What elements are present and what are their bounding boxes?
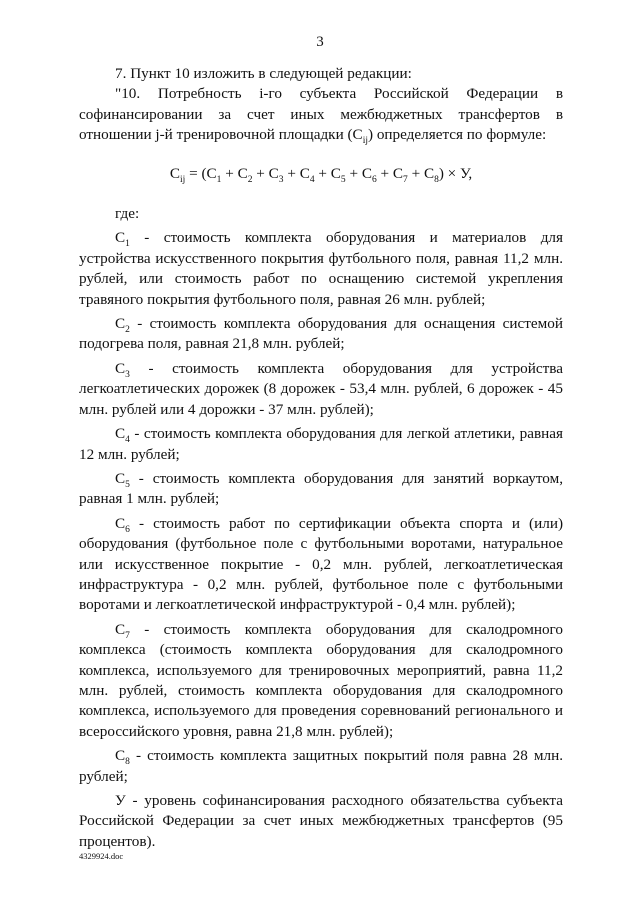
intro-symbol: C <box>352 126 363 144</box>
formula-term-sub: 8 <box>434 174 439 185</box>
definition-text: - стоимость комплекта защитных покрытий поля равна 28 млн. рублей; <box>79 747 563 785</box>
definition-symbol: C <box>115 315 126 333</box>
definition-text: - стоимость работ по сертификации объекта спорта и (или) оборудования (футбольное поле с футбольными воротами, натуральное или искусственное покрытие - 0,2 млн. рублей, легкоатлетическая инфраструктура - 0,2 млн. рублей, футбольное поле с футбольными воротами и легкоатлетической инфраструктурой - 0,4 млн. рублей); <box>79 514 563 614</box>
final-paragraph: У - уровень софинансирования расходного обязательства субъекта Российской Федерации за счет иных межбюджетных трансфертов (95 процентов). <box>79 792 563 850</box>
definition-text: - стоимость комплекта оборудования для оснащения системой подогрева поля, равная 21,8 млн. рублей; <box>79 315 563 353</box>
definition-symbol: C <box>115 747 126 765</box>
formula-term-symbol: C <box>423 164 435 182</box>
definition-text: - стоимость комплекта оборудования для легкой атлетики, равная 12 млн. рублей; <box>79 425 563 463</box>
formula-plus: + <box>376 164 393 182</box>
definition-paragraph <box>79 228 563 310</box>
definition-text: - стоимость комплекта оборудования для занятий воркаутом, равная 1 млн. рублей; <box>79 469 563 508</box>
document-body <box>79 64 563 852</box>
formula-plus: + <box>221 164 238 182</box>
formula-term-symbol: C <box>268 164 279 182</box>
formula-plus: + <box>283 164 300 182</box>
definition-symbol-sub: 6 <box>125 524 130 535</box>
page-number: 3 <box>316 34 324 50</box>
formula-term-sub: 7 <box>403 174 408 185</box>
formula-eq: = ( <box>185 164 207 182</box>
formula-term-sub: 1 <box>216 174 222 185</box>
file-name-footer: 4329924.doc <box>79 851 124 861</box>
definition-symbol: C <box>115 425 126 443</box>
definition-text: - стоимость комплекта оборудования для скалодромного комплекса (стоимость комплекта оборудования для скалодромного комплекса, используемого для тренировочных мероприятий, равна 11,2 млн. рублей, стоимость комплекта оборудования для скалодромного комплекса, используемого для проведения соревнований регионального и всероссийского уровня, равна 21,8 млн. рублей); <box>79 620 563 740</box>
formula-close: ) × <box>438 164 461 182</box>
formula-term-symbol: C <box>361 164 372 182</box>
formula-term-sub: 4 <box>309 174 315 185</box>
definitions-list <box>79 228 563 787</box>
formula-term-sub: 3 <box>278 174 284 185</box>
formula-term-sub: 5 <box>340 174 346 185</box>
definition-symbol-sub: 1 <box>125 239 130 250</box>
definition-symbol: C <box>115 514 126 532</box>
intro-text: "10. Потребность i-го субъекта Российской Федерации в софинансировании за счет иных межбюджетных трансфертов в отношении j-й тренировочной площадки ( <box>79 85 563 144</box>
where-label: где: <box>115 205 140 223</box>
definition-symbol-sub: 3 <box>125 369 130 380</box>
formula <box>79 164 563 184</box>
definition-paragraph <box>79 620 563 742</box>
formula-term-symbol: C <box>237 164 248 182</box>
definition-paragraph <box>79 746 563 787</box>
definition-paragraph <box>79 424 563 465</box>
formula-term-symbol: C <box>330 164 341 182</box>
formula-lhs-sub: ij <box>180 174 186 185</box>
definition-symbol-sub: 7 <box>125 630 130 641</box>
definition-symbol-sub: 4 <box>125 435 130 446</box>
formula-plus: + <box>252 164 269 182</box>
intro-tail: ) определяется по формуле: <box>367 126 547 144</box>
definition-paragraph <box>79 469 563 510</box>
definition-symbol-sub: 8 <box>125 757 130 768</box>
amendment-item: 7. Пункт 10 изложить в следующей редакции: <box>115 65 412 82</box>
formula-end: , <box>468 164 473 182</box>
formula-term-symbol: C <box>206 164 217 182</box>
formula-plus: + <box>314 164 331 182</box>
definition-paragraph <box>79 314 563 355</box>
definition-paragraph <box>79 359 563 420</box>
formula-term-symbol: C <box>299 164 310 182</box>
intro-paragraph <box>79 84 563 145</box>
definition-symbol-sub: 5 <box>125 479 130 490</box>
definition-symbol: C <box>115 229 126 247</box>
formula-term-sub: 2 <box>247 174 253 185</box>
formula-multiplier: У <box>460 164 469 182</box>
formula-plus: + <box>407 164 424 182</box>
formula-term-sub: 6 <box>371 174 377 185</box>
definition-symbol: C <box>115 469 126 487</box>
formula-lhs: C <box>169 164 180 182</box>
definition-symbol: C <box>115 620 126 638</box>
formula-plus: + <box>345 164 362 182</box>
definition-text: - стоимость комплекта оборудования для устройства легкоатлетических дорожек (8 дорожек - 53,4 млн. рублей, 6 дорожек - 45 млн. рублей или 4 дорожки - 37 млн. рублей); <box>79 359 563 418</box>
definition-text: - стоимость комплекта оборудования и материалов для устройства искусственного покрытия футбольного поля, равная 11,2 млн. рублей, или стоимость работ по оснащению системой укрепления травяного покрытия футбольного поля, равная 26 млн. рублей; <box>79 229 563 308</box>
formula-terms <box>206 164 439 185</box>
definition-paragraph <box>79 514 563 616</box>
formula-term-symbol: C <box>392 164 404 182</box>
definition-symbol-sub: 2 <box>125 325 130 336</box>
intro-symbol-sub: ij <box>362 136 368 147</box>
definition-symbol: C <box>115 359 126 377</box>
